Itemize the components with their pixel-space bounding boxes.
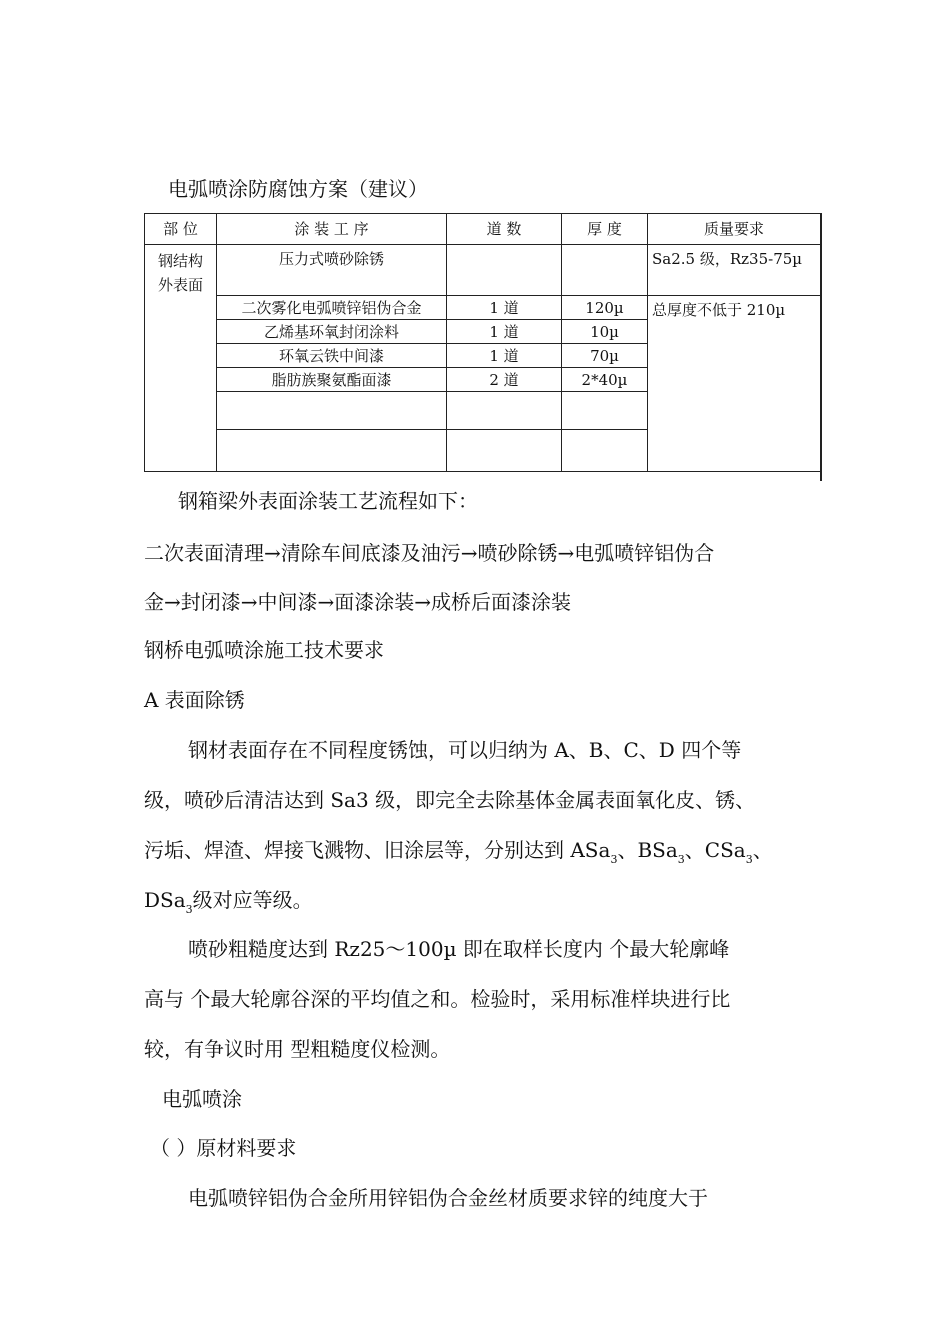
grade-d: DSa — [144, 888, 186, 912]
thickness-cell: 120µ — [562, 296, 648, 320]
grade-b-sub: 3 — [677, 853, 685, 866]
header-coats: 道 数 — [447, 214, 562, 245]
empty-cell — [217, 430, 447, 472]
table-row — [145, 245, 821, 296]
para1-line4-text: 级对应等级。 — [192, 888, 313, 912]
para2-line2: 高与 个最大轮廓谷深的平均值之和。检验时，采用标准样块进行比 — [144, 987, 731, 1011]
quality-cell: 总厚度不低于 210µ — [648, 296, 821, 472]
table-header-row — [145, 214, 821, 245]
coating-spec-table — [144, 213, 821, 472]
table-double-border — [820, 213, 822, 481]
grade-b: BSa — [637, 838, 678, 862]
part-cell — [145, 245, 217, 472]
raw-material-heading: （ ）原材料要求 — [150, 1136, 297, 1160]
process-cell: 环氧云铁中间漆 — [217, 344, 447, 368]
grade-separator: 、 — [752, 838, 773, 862]
header-part: 部 位 — [145, 214, 217, 245]
para1-line4 — [144, 888, 313, 916]
para1-line1: 钢材表面存在不同程度锈蚀，可以归纳为 A、B、C、D 四个等 — [188, 738, 742, 762]
coats-cell: 1 道 — [447, 296, 562, 320]
header-process: 涂 装 工 序 — [217, 214, 447, 245]
process-cell: 压力式喷砂除锈 — [217, 245, 447, 296]
grade-separator: 、 — [684, 838, 705, 862]
tech-heading: 钢桥电弧喷涂施工技术要求 — [144, 638, 384, 662]
arc-spray-heading: 电弧喷涂 — [162, 1087, 242, 1111]
grade-c: CSa — [704, 838, 746, 862]
thickness-cell: 70µ — [562, 344, 648, 368]
part-label-line1: 钢结构 — [157, 252, 203, 270]
flow-line-1: 二次表面清理→清除车间底漆及油污→喷砂除锈→电弧喷锌铝伪合 — [144, 541, 715, 565]
part-label-line2: 外表面 — [157, 276, 203, 294]
grade-a: ASa — [570, 838, 611, 862]
coats-cell — [447, 245, 562, 296]
process-cell: 乙烯基环氧封闭涂料 — [217, 320, 447, 344]
para1-line3 — [144, 838, 773, 866]
grade-separator: 、 — [617, 838, 638, 862]
header-quality: 质量要求 — [648, 214, 821, 245]
flow-line-2: 金→封闭漆→中间漆→面漆涂装→成桥后面漆涂装 — [144, 590, 572, 614]
process-cell: 脂肪族聚氨酯面漆 — [217, 368, 447, 392]
para1-line2: 级，喷砂后清洁达到 Sa3 级，即完全去除基体金属表面氧化皮、锈、 — [144, 788, 756, 812]
process-cell: 二次雾化电弧喷锌铝伪合金 — [217, 296, 447, 320]
empty-cell — [217, 392, 447, 430]
thickness-cell — [562, 245, 648, 296]
grade-a-sub: 3 — [610, 853, 618, 866]
coats-cell: 2 道 — [447, 368, 562, 392]
para2-line3: 较，有争议时用 型粗糙度仪检测。 — [144, 1037, 451, 1061]
empty-cell — [562, 430, 648, 472]
table-row — [145, 296, 821, 320]
thickness-cell: 10µ — [562, 320, 648, 344]
scheme-title: 电弧喷涂防腐蚀方案（建议） — [168, 177, 428, 201]
para3-line1: 电弧喷锌铝伪合金所用锌铝伪合金丝材质要求锌的纯度大于 — [188, 1186, 708, 1210]
coats-cell: 1 道 — [447, 344, 562, 368]
section-a-heading: A 表面除锈 — [144, 688, 245, 712]
empty-cell — [562, 392, 648, 430]
thickness-cell: 2*40µ — [562, 368, 648, 392]
grade-d-sub: 3 — [185, 903, 193, 916]
para1-line3-text: 污垢、焊渣、焊接飞溅物、旧涂层等，分别达到 — [144, 838, 571, 862]
para2-line1: 喷砂粗糙度达到 Rz25～100µ 即在取样长度内 个最大轮廓峰 — [188, 937, 730, 961]
grade-c-sub: 3 — [745, 853, 753, 866]
flow-intro: 钢箱梁外表面涂装工艺流程如下： — [178, 489, 478, 513]
coats-cell: 1 道 — [447, 320, 562, 344]
empty-cell — [447, 392, 562, 430]
header-thickness: 厚 度 — [562, 214, 648, 245]
quality-cell: Sa2.5 级，Rz35-75µ — [648, 245, 821, 296]
empty-cell — [447, 430, 562, 472]
